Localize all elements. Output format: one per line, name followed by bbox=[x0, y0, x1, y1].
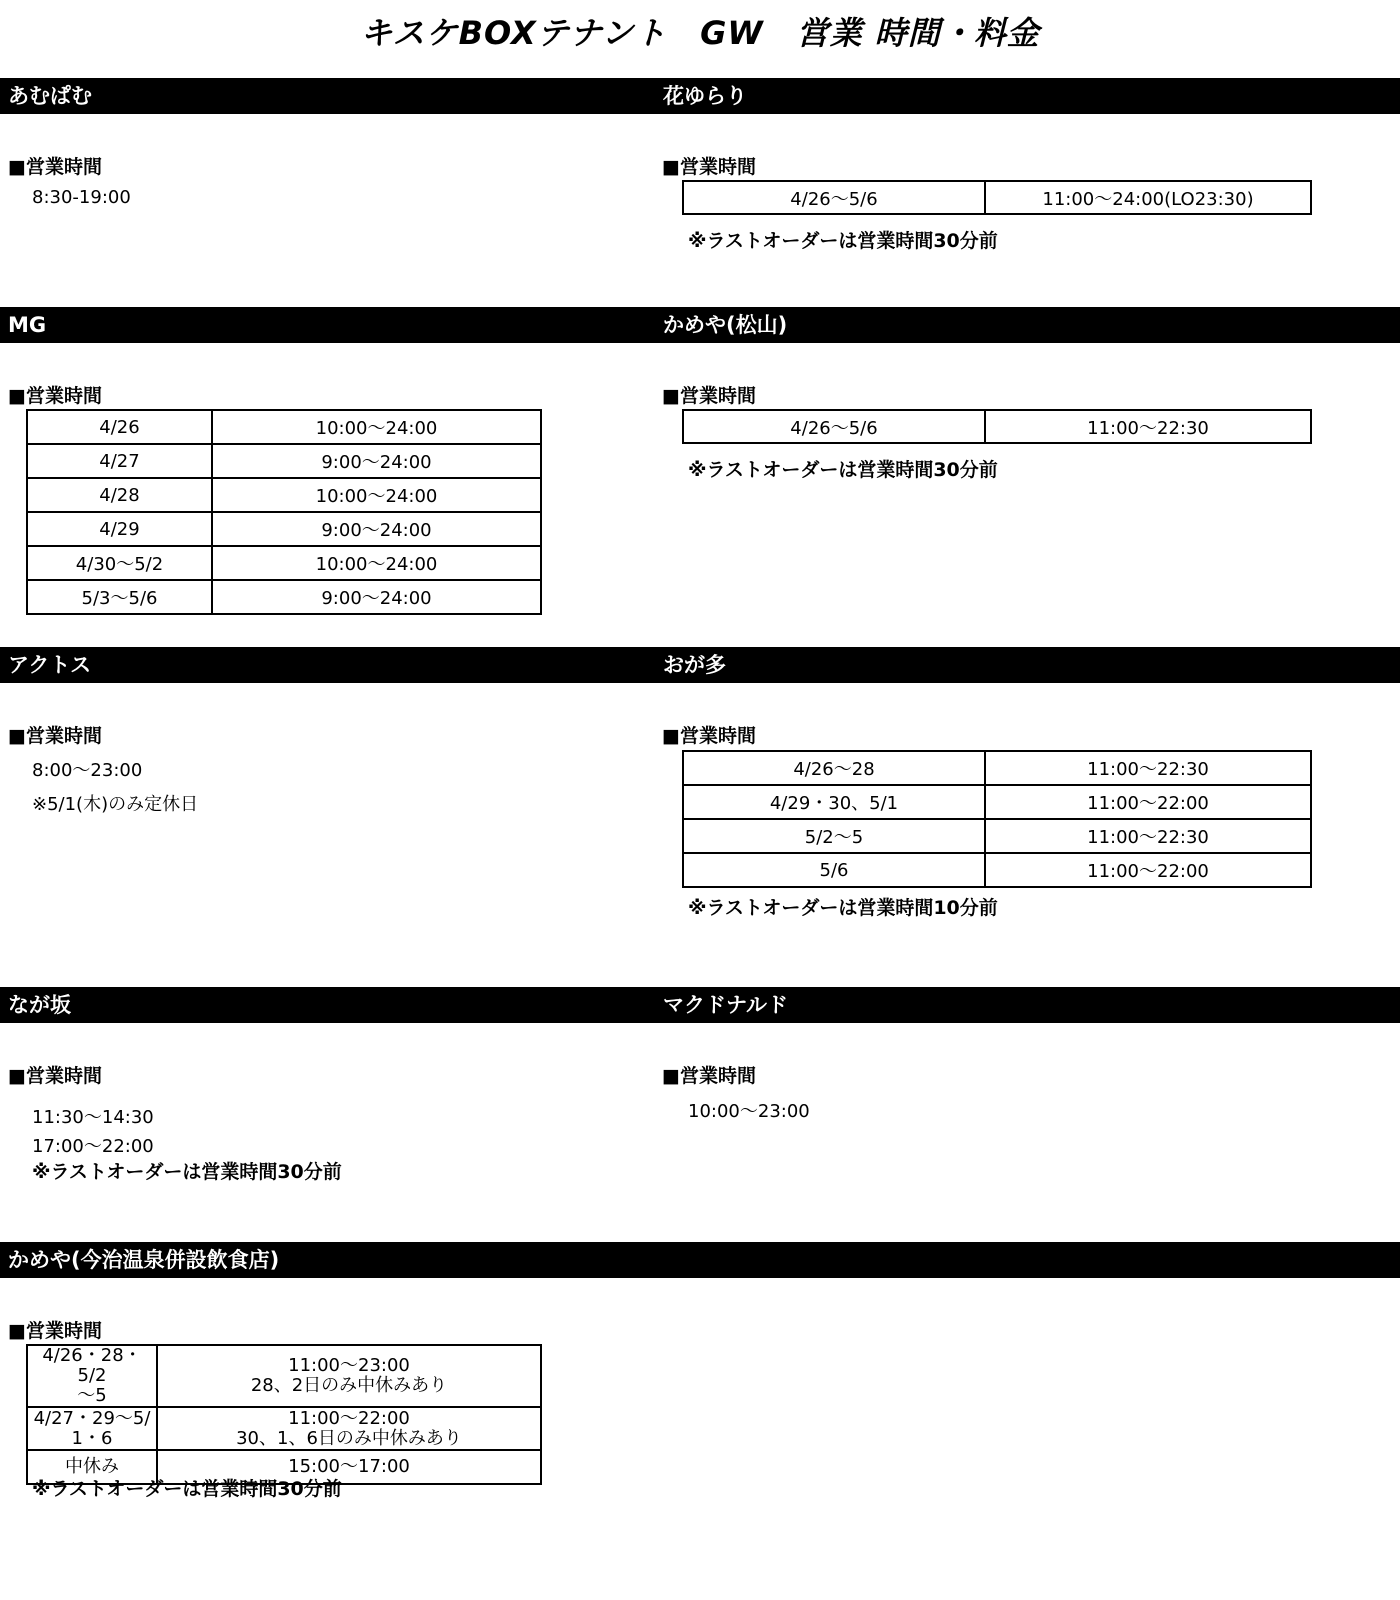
date-cell: 4/27 bbox=[27, 444, 212, 478]
time-line-1: 11:00～23:00 bbox=[288, 1355, 410, 1376]
shop-header-hanayurari: 花ゆらり bbox=[655, 78, 1400, 114]
time-cell: 11:00～22:00 bbox=[985, 785, 1311, 819]
date-cell: 4/26～5/6 bbox=[683, 410, 985, 443]
table-row bbox=[27, 410, 541, 444]
time-cell: 9:00～24:00 bbox=[212, 444, 541, 478]
table-row bbox=[27, 1407, 541, 1450]
hours-heading: ■営業時間 bbox=[8, 725, 102, 747]
date-cell: 4/29 bbox=[27, 512, 212, 546]
date-cell bbox=[27, 1407, 157, 1450]
hours-heading: ■営業時間 bbox=[662, 156, 756, 178]
date-cell: 5/3～5/6 bbox=[27, 580, 212, 614]
time-line-2: 30、1、6日のみ中休みあり bbox=[236, 1427, 462, 1449]
table-row bbox=[683, 853, 1311, 887]
nagasaka-note: ※ラストオーダーは営業時間30分前 bbox=[32, 1161, 342, 1183]
date-cell: 4/26 bbox=[27, 410, 212, 444]
date-cell: 4/29・30、5/1 bbox=[683, 785, 985, 819]
time-cell: 11:00～22:30 bbox=[985, 819, 1311, 853]
hours-heading: ■営業時間 bbox=[662, 1065, 756, 1087]
hours-heading: ■営業時間 bbox=[8, 1065, 102, 1087]
date-line-2: ～5 bbox=[77, 1385, 107, 1406]
time-cell: 11:00～22:00 bbox=[985, 853, 1311, 887]
ogata-hours-table bbox=[682, 750, 1312, 888]
ogata-note: ※ラストオーダーは営業時間10分前 bbox=[688, 897, 998, 919]
hours-heading: ■営業時間 bbox=[8, 156, 102, 178]
date-cell: 5/2～5 bbox=[683, 819, 985, 853]
shop-header-acts: アクトス bbox=[0, 647, 655, 683]
time-cell: 10:00～24:00 bbox=[212, 546, 541, 580]
table-row bbox=[27, 580, 541, 614]
shop-header-ogata: おが多 bbox=[655, 647, 1400, 683]
date-cell: 5/6 bbox=[683, 853, 985, 887]
hanayurari-hours-table bbox=[682, 180, 1312, 215]
date-line-1: 4/27・29～5/ bbox=[33, 1407, 151, 1429]
table-row bbox=[683, 819, 1311, 853]
shop-header-kameya-matsuyama: かめや(松山) bbox=[655, 307, 1400, 343]
acts-note: ※5/1(木)のみ定休日 bbox=[32, 794, 199, 815]
hours-heading: ■営業時間 bbox=[662, 725, 756, 747]
shop-header-amupamu: あむぱむ bbox=[0, 78, 655, 114]
time-cell bbox=[157, 1407, 541, 1450]
table-row bbox=[27, 546, 541, 580]
shop-header-nagasaka: なが坂 bbox=[0, 987, 655, 1023]
table-row bbox=[27, 512, 541, 546]
table-row bbox=[683, 785, 1311, 819]
mcdonalds-hours: 10:00～23:00 bbox=[688, 1101, 810, 1122]
table-row bbox=[27, 478, 541, 512]
kameya-matsuyama-hours-table bbox=[682, 409, 1312, 444]
table-row bbox=[683, 751, 1311, 785]
date-cell: 4/28 bbox=[27, 478, 212, 512]
date-line-1: 中休み bbox=[65, 1456, 119, 1477]
acts-hours: 8:00～23:00 bbox=[32, 760, 143, 781]
mg-hours-table bbox=[26, 409, 542, 615]
kameya-imabari-hours-table bbox=[26, 1344, 542, 1485]
table-row bbox=[683, 410, 1311, 443]
hanayurari-note: ※ラストオーダーは営業時間30分前 bbox=[688, 230, 998, 252]
nagasaka-hours-1: 11:30～14:30 bbox=[32, 1107, 154, 1128]
time-cell: 10:00～24:00 bbox=[212, 478, 541, 512]
hours-heading: ■営業時間 bbox=[8, 385, 102, 407]
hours-heading: ■営業時間 bbox=[8, 1320, 102, 1342]
time-cell: 11:00～22:30 bbox=[985, 410, 1311, 443]
time-cell: 11:00～22:30 bbox=[985, 751, 1311, 785]
time-cell: 11:00～24:00(LO23:30) bbox=[985, 181, 1311, 214]
page-title: キスケBOXテナント GW 営業 時間・料金 bbox=[360, 14, 1040, 52]
date-cell: 4/26～28 bbox=[683, 751, 985, 785]
time-cell: 9:00～24:00 bbox=[212, 580, 541, 614]
date-cell bbox=[27, 1345, 157, 1407]
table-row bbox=[683, 181, 1311, 214]
time-line-1: 11:00～22:00 bbox=[288, 1407, 410, 1429]
time-line-1: 15:00～17:00 bbox=[288, 1456, 410, 1477]
date-line-1: 4/26・28・5/2 bbox=[42, 1345, 142, 1386]
time-cell: 9:00～24:00 bbox=[212, 512, 541, 546]
table-row bbox=[27, 1345, 541, 1407]
amupamu-hours: 8:30-19:00 bbox=[32, 187, 131, 208]
date-cell: 4/30～5/2 bbox=[27, 546, 212, 580]
shop-header-mcdonalds: マクドナルド bbox=[655, 987, 1400, 1023]
date-cell: 4/26～5/6 bbox=[683, 181, 985, 214]
time-cell bbox=[157, 1345, 541, 1407]
table-row bbox=[27, 444, 541, 478]
shop-header-mg: MG bbox=[0, 307, 655, 343]
kameya-matsuyama-note: ※ラストオーダーは営業時間30分前 bbox=[688, 459, 998, 481]
shop-header-kameya-imabari: かめや(今治温泉併設飲食店) bbox=[0, 1242, 1400, 1278]
nagasaka-hours-2: 17:00～22:00 bbox=[32, 1136, 154, 1157]
time-cell: 10:00～24:00 bbox=[212, 410, 541, 444]
time-line-2: 28、2日のみ中休みあり bbox=[250, 1375, 448, 1396]
kameya-imabari-note: ※ラストオーダーは営業時間30分前 bbox=[32, 1478, 342, 1500]
date-line-2: 1・6 bbox=[71, 1427, 113, 1449]
hours-heading: ■営業時間 bbox=[662, 385, 756, 407]
